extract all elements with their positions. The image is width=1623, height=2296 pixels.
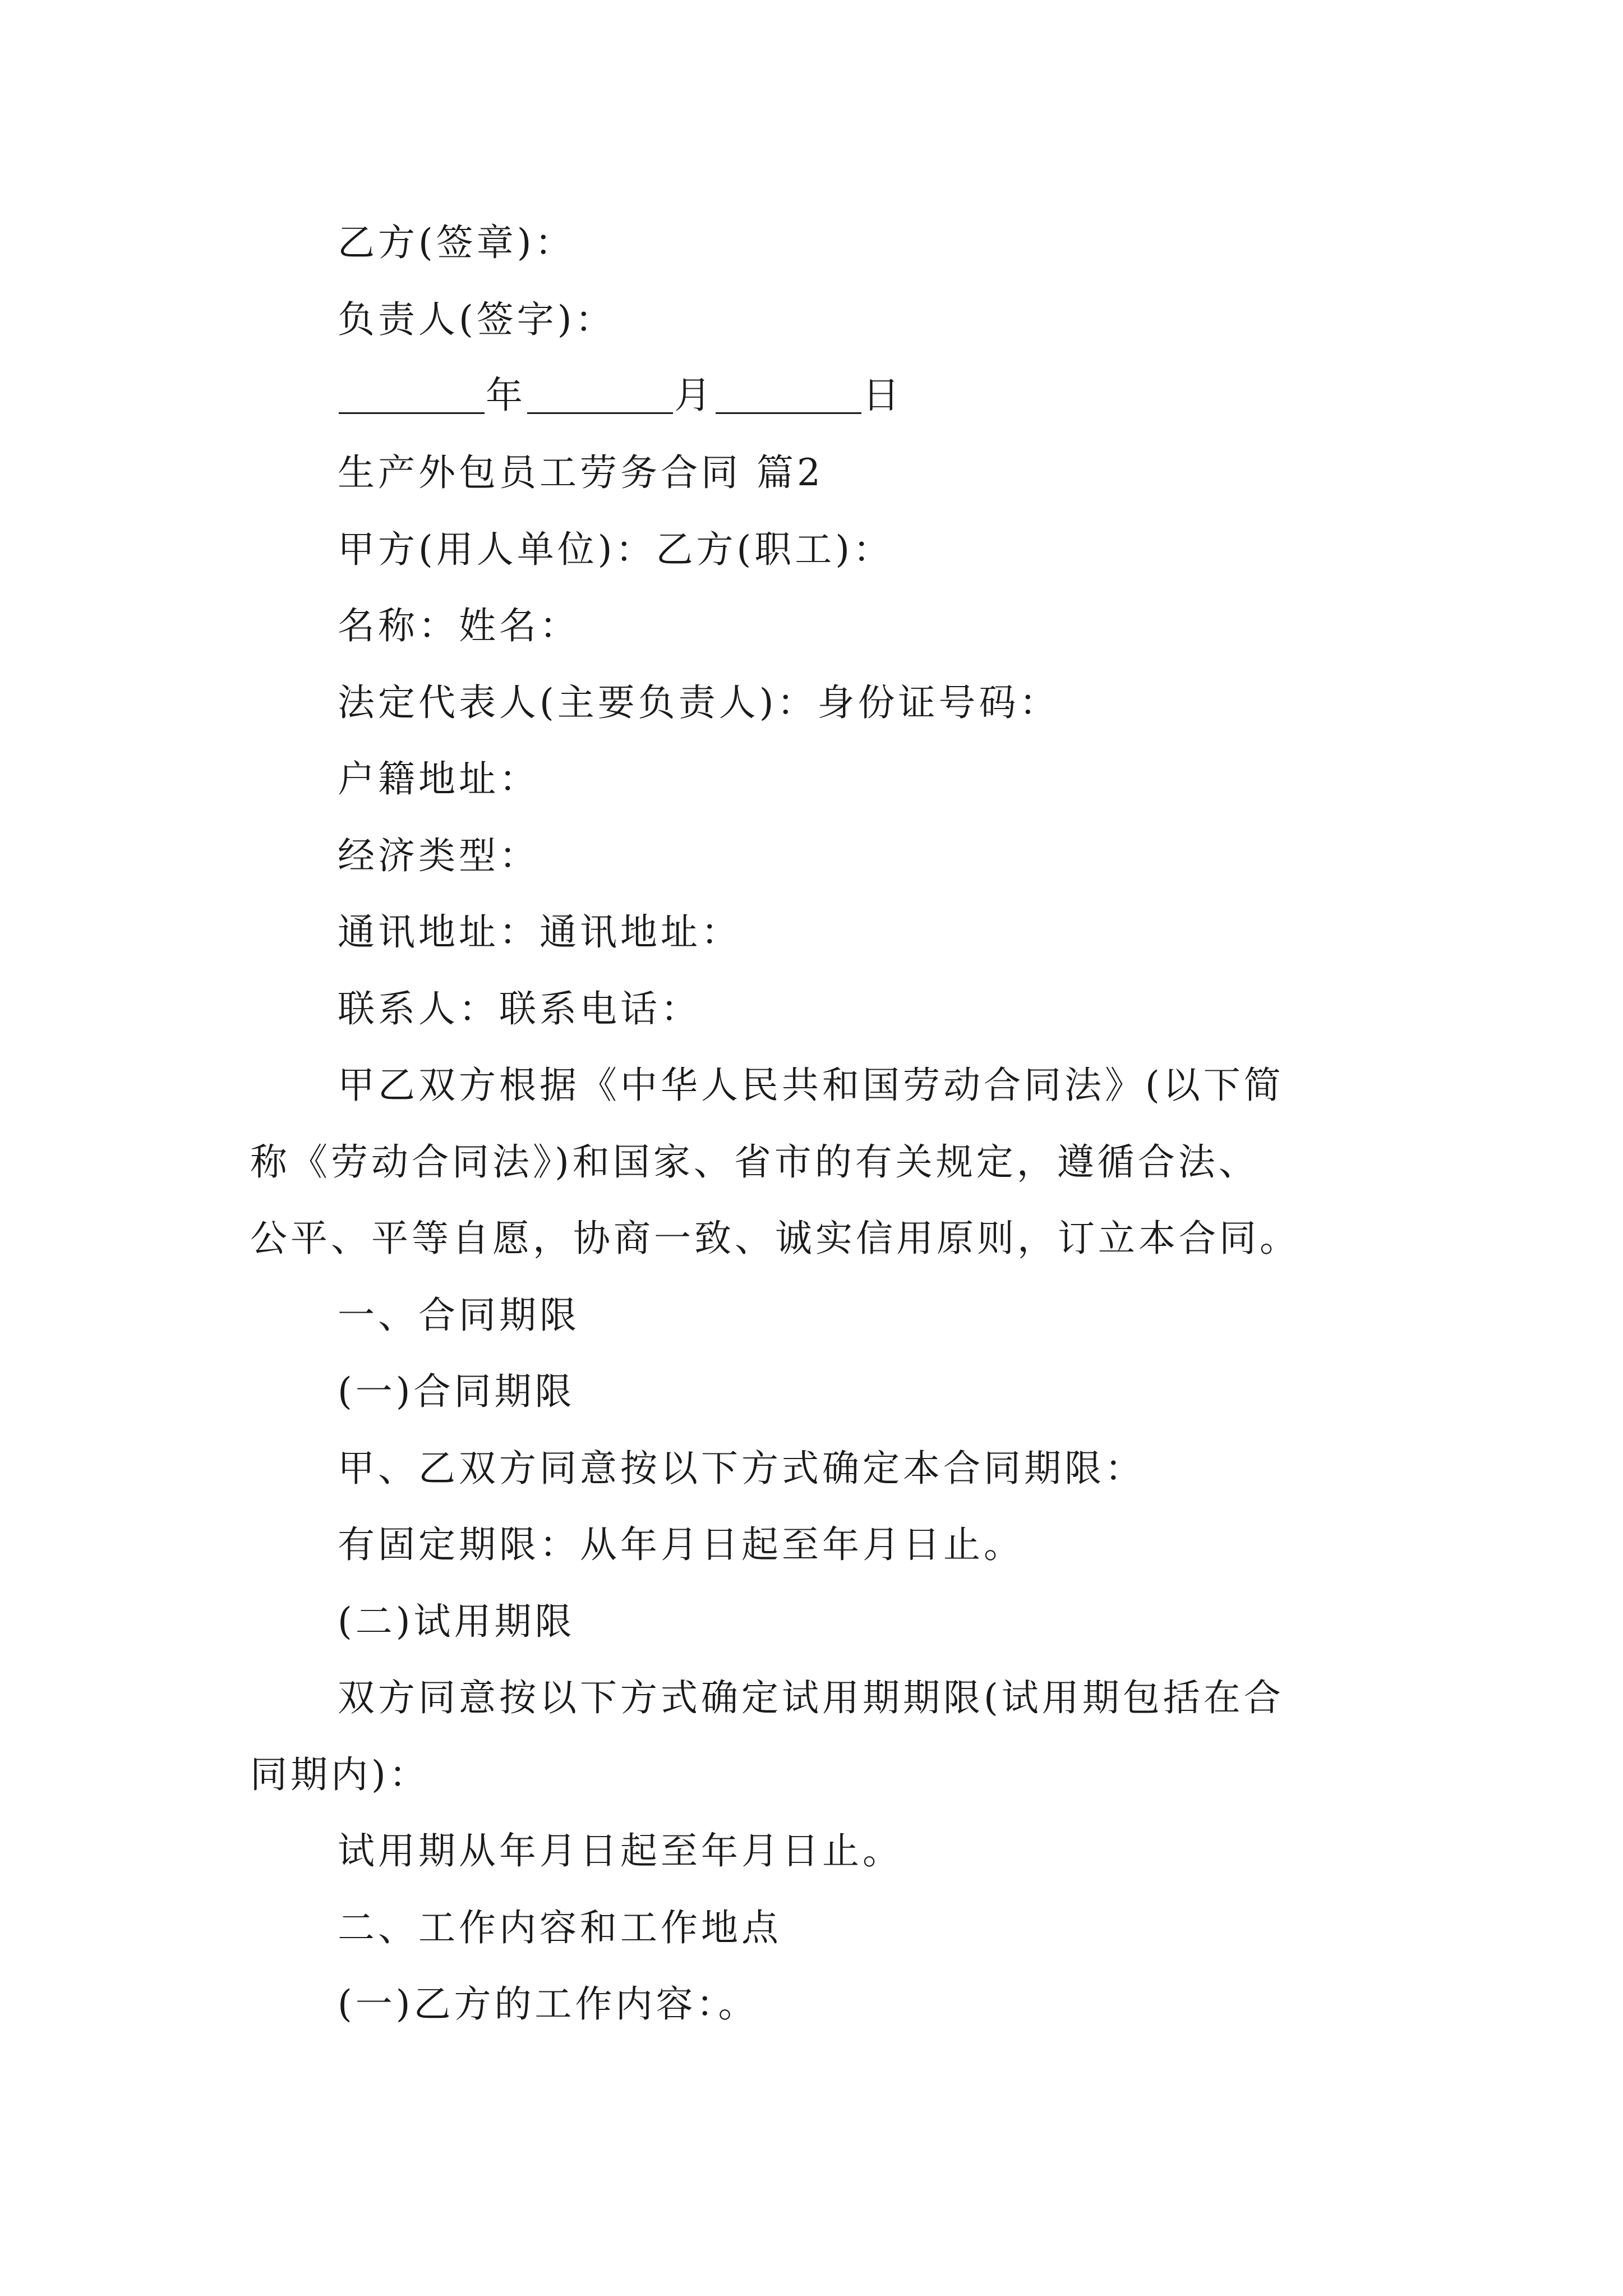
- section-title: 生产外包员工劳务合同 篇2: [338, 451, 824, 494]
- paragraph-line: 公平、平等自愿，协商一致、诚实信用原则，订立本合同。: [250, 1217, 1300, 1260]
- name-line: 名称：姓名：: [338, 604, 580, 647]
- subclause-heading: (一)合同期限: [338, 1370, 575, 1413]
- paragraph-line: 有固定期限：从年月日起至年月日止。: [338, 1523, 1024, 1566]
- paragraph-line: 称《劳动合同法》)和国家、省市的有关规定，遵循合法、: [250, 1140, 1259, 1184]
- month-label: 月: [674, 374, 714, 417]
- legal-representative-line: 法定代表人(主要负责人)：身份证号码：: [338, 681, 1060, 724]
- paragraph-line: 甲乙双方根据《中华人民共和国劳动合同法》(以下简: [338, 1064, 1284, 1107]
- subclause-heading: (二)试用期限: [338, 1600, 575, 1643]
- year-blank: [339, 379, 485, 414]
- contact-line: 联系人：联系电话：: [338, 987, 701, 1030]
- clause-heading: 二、工作内容和工作地点: [338, 1906, 782, 1949]
- date-line: [338, 374, 903, 417]
- day-label: 日: [863, 374, 903, 417]
- responsible-person-signature-line: 负责人(签字)：: [338, 298, 616, 341]
- party-header-line: 甲方(用人单位)：乙方(职工)：: [338, 528, 893, 571]
- day-blank: [716, 379, 861, 414]
- party-b-seal-line: 乙方(签章)：: [338, 221, 575, 264]
- paragraph-line: 试用期从年月日起至年月日止。: [338, 1829, 903, 1872]
- paragraph-line: 双方同意按以下方式确定试用期期限(试用期包括在合: [338, 1676, 1284, 1719]
- mailing-address-line: 通讯地址：通讯地址：: [338, 910, 741, 954]
- clause-heading: 一、合同期限: [338, 1294, 580, 1337]
- paragraph-line: 同期内)：: [250, 1753, 430, 1796]
- household-address-line: 户籍地址：: [338, 757, 540, 800]
- subclause-heading: (一)乙方的工作内容：。: [338, 1982, 759, 2026]
- paragraph-line: 甲、乙双方同意按以下方式确定本合同期限：: [338, 1447, 1145, 1490]
- month-blank: [527, 379, 673, 414]
- economic-type-line: 经济类型：: [338, 834, 540, 877]
- year-label: 年: [486, 374, 526, 417]
